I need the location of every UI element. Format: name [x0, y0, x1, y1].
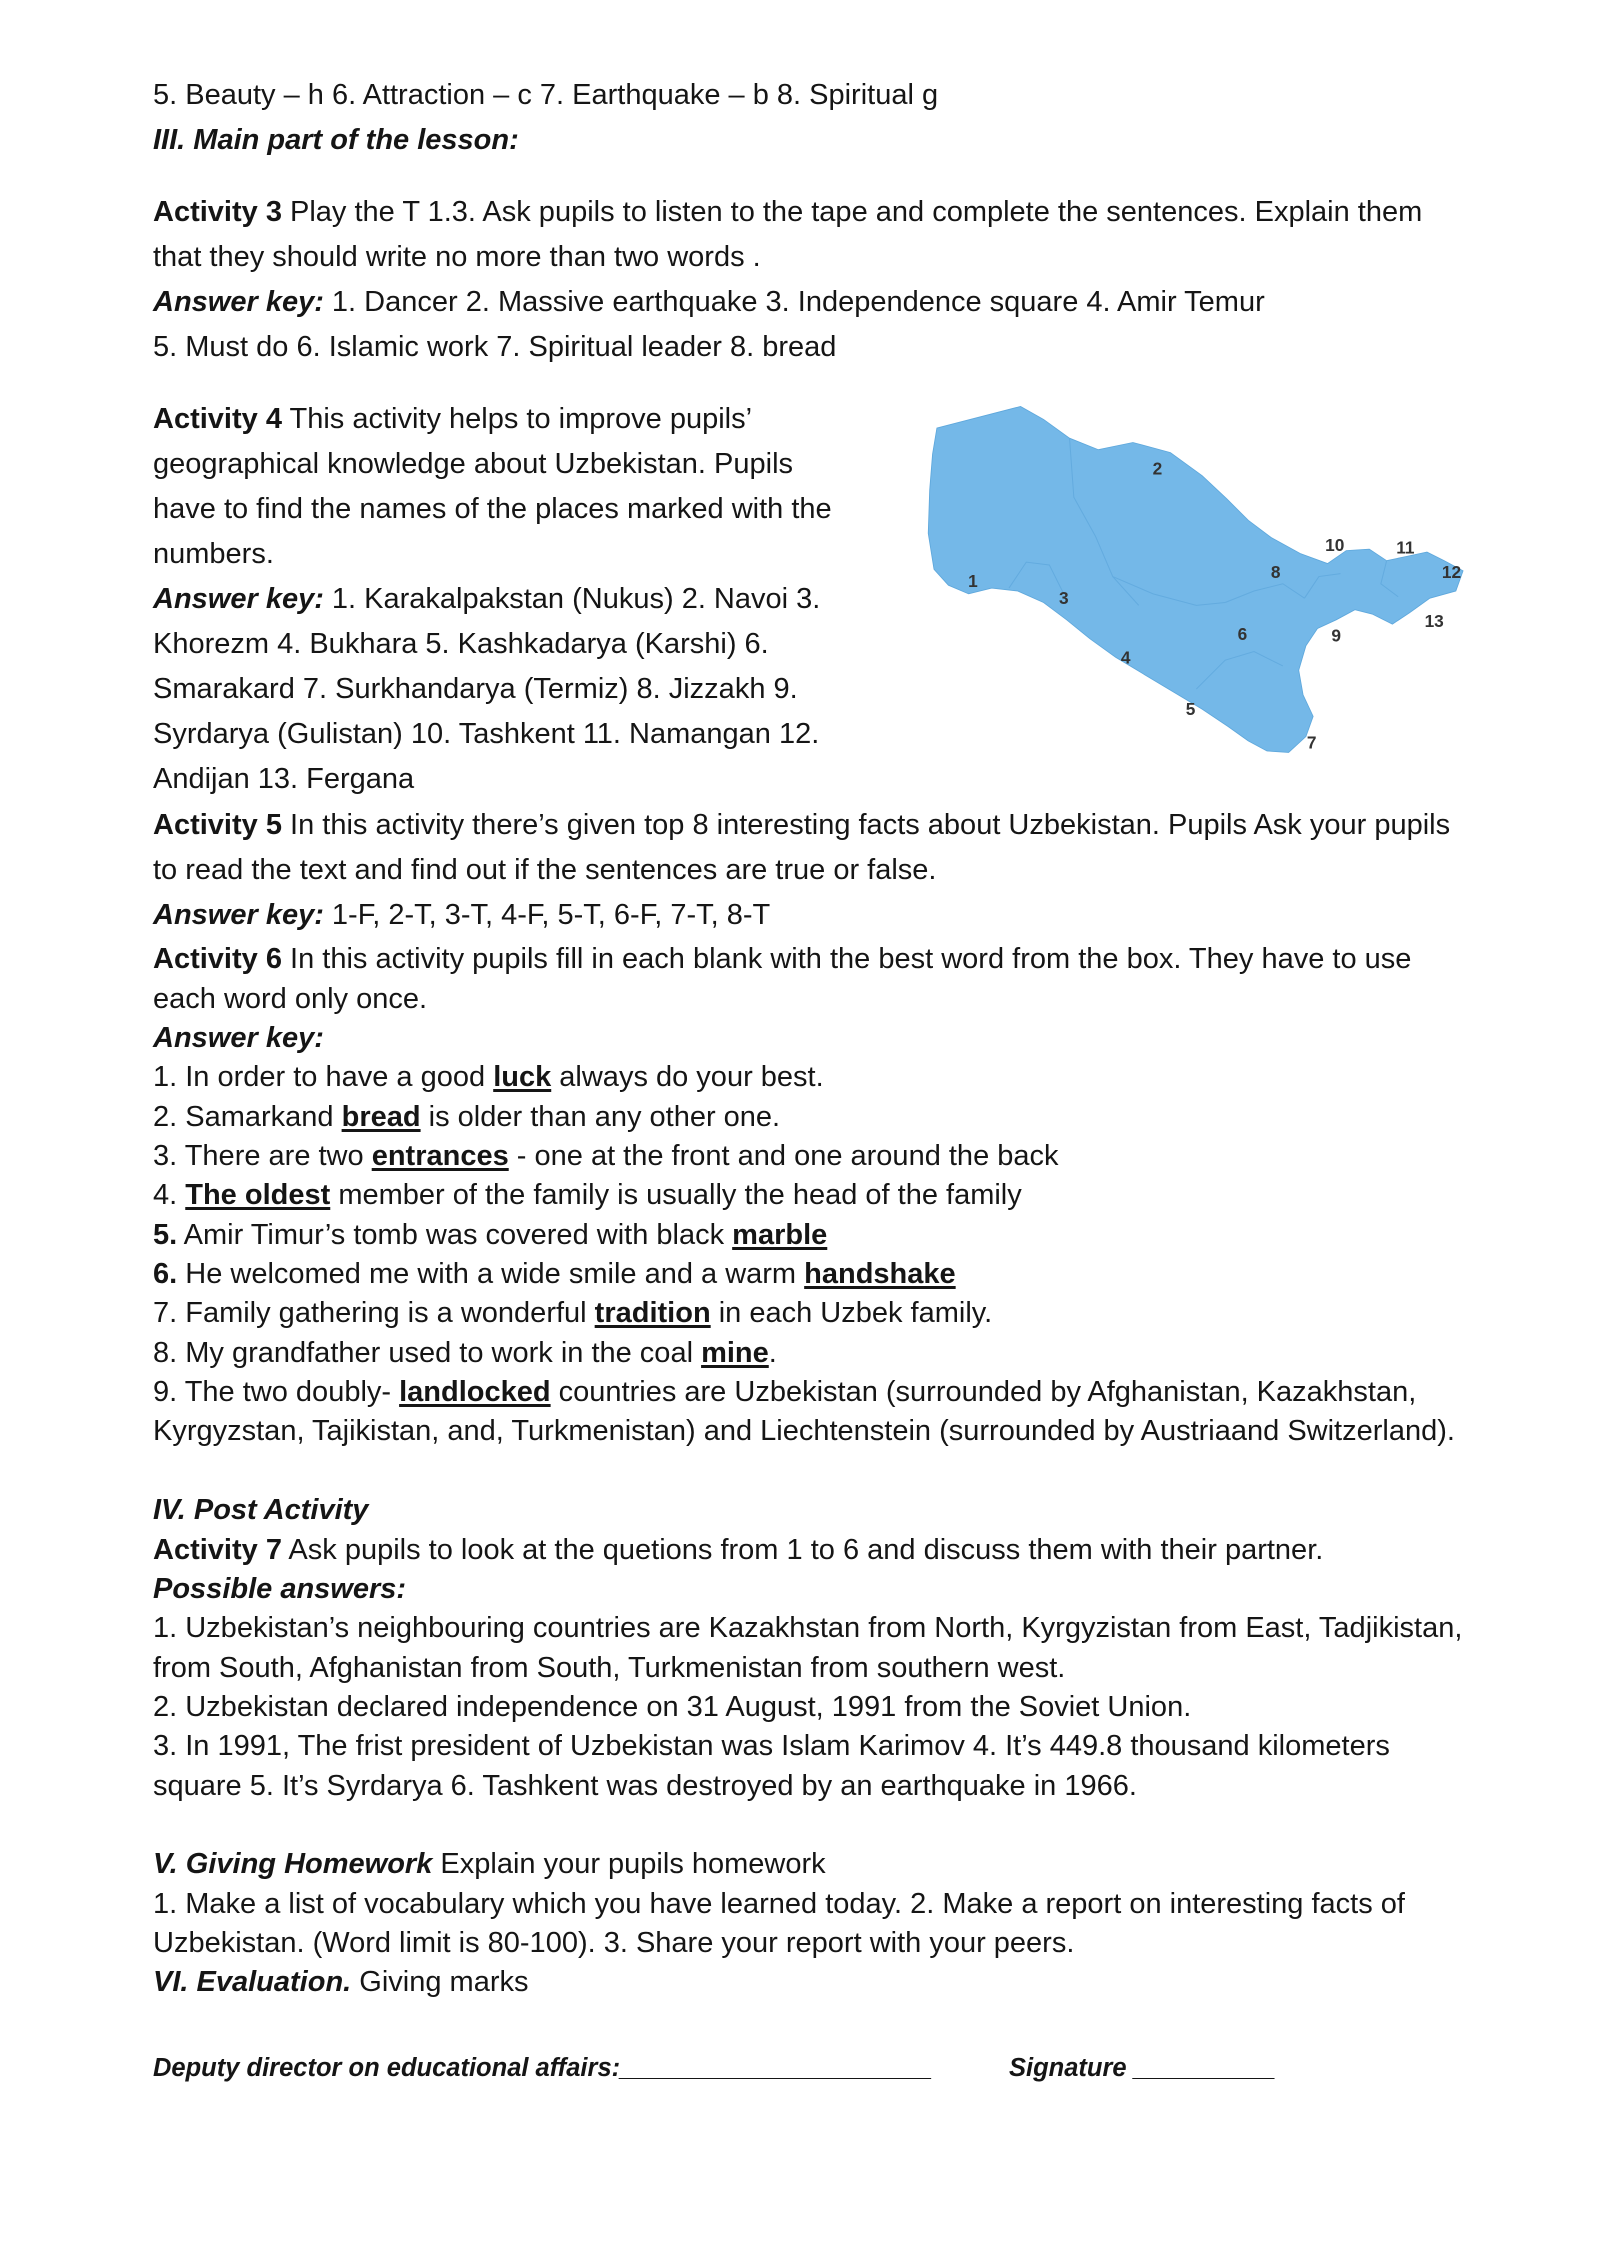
answer-text: Amir Timur’s tomb was covered with black	[183, 1218, 725, 1251]
answer-key-line: Syrdarya (Gulistan) 10. Tashkent 11. Namangan 12.	[153, 717, 820, 750]
answer-word: entrances	[371, 1140, 509, 1173]
signature-blank: __________	[1133, 2054, 1276, 2082]
answer-text: .	[768, 1336, 777, 1369]
homework-heading-line	[153, 1845, 1405, 1884]
map-label-12: 12	[1441, 562, 1462, 583]
map-label-3: 3	[1058, 588, 1069, 609]
map-label-1: 1	[968, 570, 978, 591]
instruction-line	[153, 940, 1455, 979]
answer-line: square 5. It’s Syrdarya 6. Tashkent was destroyed by an earthquake in 1966.	[153, 1769, 1137, 1802]
activity-6-section	[153, 940, 1455, 1451]
map-label-2: 2	[1152, 458, 1163, 479]
deputy-director-blank: ______________________	[620, 2054, 933, 2082]
answer-key-line: Khorezm 4. Bukhara 5. Kashkadarya (Karshi) 6.	[153, 627, 769, 660]
answer-item	[153, 1255, 1455, 1294]
answer-item	[153, 1294, 1455, 1333]
homework-task-line: Uzbekistan. (Word limit is 80-100). 3. Share your report with your peers.	[153, 1926, 1075, 1959]
instruction-line	[153, 397, 832, 442]
answer-item	[153, 1176, 1455, 1215]
answer-item	[153, 1098, 1455, 1137]
activity-4-section	[153, 397, 832, 802]
answer-text: 1. Karakalpakstan (Nukus) 2. Navoi 3.	[331, 582, 821, 615]
answer-text: is older than any other one.	[428, 1100, 781, 1133]
answer-text: always do your best.	[559, 1061, 824, 1094]
answer-text: countries are Uzbekistan (surrounded by Afghanistan, Kazakhstan,	[558, 1376, 1417, 1409]
answer-text: 2. Samarkand	[153, 1100, 334, 1133]
map-label-7: 7	[1306, 732, 1317, 753]
activity-6-label: Activity 6	[153, 943, 282, 976]
answer-item	[153, 1373, 1455, 1412]
answer-key-label: Answer key:	[153, 1021, 324, 1054]
activity-3-section	[153, 190, 1422, 370]
map-label-13: 13	[1424, 611, 1444, 632]
homework-intro: Explain your pupils homework	[440, 1848, 826, 1881]
answer-key-line	[153, 577, 832, 622]
answer-key-line: Andijan 13. Fergana	[153, 762, 415, 795]
answer-word: mine	[701, 1336, 769, 1369]
answer-word: The oldest	[185, 1179, 331, 1212]
answer-text: 8. My grandfather used to work in the coal	[153, 1336, 694, 1369]
answer-text: 9. The two doubly-	[153, 1376, 392, 1409]
instruction-line	[153, 190, 1422, 235]
answer-item	[153, 1216, 1455, 1255]
instruction-line: to read the text and find out if the sentences are true or false.	[153, 853, 937, 886]
answer-key-line: 5. Must do 6. Islamic work 7. Spiritual leader 8. bread	[153, 330, 837, 363]
answer-key-label: Answer key:	[153, 898, 324, 931]
evaluation-line	[153, 1963, 1405, 2002]
answer-text: 1. Dancer 2. Massive earthquake 3. Independence square 4. Amir Temur	[331, 285, 1265, 318]
instruction-text: This activity helps to improve pupils’	[289, 402, 753, 435]
answer-text: 1-F, 2-T, 3-T, 4-F, 5-T, 6-F, 7-T, 8-T	[331, 898, 771, 931]
answer-key-line: Smarakard 7. Surkhandarya (Termiz) 8. Jizzakh 9.	[153, 672, 798, 705]
answer-line: 2. Uzbekistan declared independence on 31 August, 1991 from the Soviet Union.	[153, 1691, 1192, 1724]
post-activity-heading: IV. Post Activity	[153, 1494, 369, 1527]
answer-text: 1. In order to have a good	[153, 1061, 486, 1094]
answer-text: 4.	[153, 1179, 178, 1212]
map-label-6: 6	[1237, 624, 1248, 645]
answer-line: 3. In 1991, The frist president of Uzbekistan was Islam Karimov 4. It’s 449.8 thousand kilometers	[153, 1730, 1390, 1763]
signature-label: Signature	[1009, 2054, 1127, 2082]
evaluation-text: Giving marks	[359, 1966, 529, 1999]
answer-word: luck	[493, 1061, 552, 1094]
instruction-line: numbers.	[153, 537, 274, 570]
answer-text: - one at the front and one around the back	[516, 1140, 1059, 1173]
map-label-10: 10	[1325, 534, 1345, 555]
answer-item	[153, 1058, 1455, 1097]
instruction-line: that they should write no more than two words .	[153, 240, 761, 273]
answer-line: 1. Uzbekistan’s neighbouring countries are Kazakhstan from North, Kyrgyzistan from East, Tadjikistan,	[153, 1612, 1463, 1645]
activity-3-label: Activity 3	[153, 195, 282, 228]
answer-number: 5.	[153, 1218, 178, 1251]
answer-key-line	[153, 280, 1422, 325]
answer-key-line	[153, 893, 1450, 938]
answer-text: 7. Family gathering is a wonderful	[153, 1297, 587, 1330]
instruction-text: In this activity pupils fill in each blank with the best word from the box. They have to use	[290, 943, 1412, 976]
instruction-line: have to find the names of the places marked with the	[153, 492, 832, 525]
answer-text: He welcomed me with a wide smile and a warm	[185, 1258, 797, 1291]
activity-5-label: Activity 5	[153, 808, 282, 841]
answer-line: from South, Afghanistan from South, Turkmenistan from southern west.	[153, 1651, 1066, 1684]
activity-5-section	[153, 803, 1450, 938]
answer-word: bread	[341, 1100, 421, 1133]
uzbekistan-map	[900, 390, 1480, 770]
homework-task-line: 1. Make a list of vocabulary which you have learned today. 2. Make a report on interesting facts of	[153, 1887, 1405, 1920]
answer-text: 3. There are two	[153, 1140, 364, 1173]
deputy-director-label: Deputy director on educational affairs:	[153, 2054, 621, 2082]
map-label-5: 5	[1185, 699, 1196, 720]
map-label-4: 4	[1120, 647, 1131, 668]
answer-number: 6.	[153, 1258, 178, 1291]
homework-section	[153, 1845, 1405, 2002]
activity-7-label: Activity 7	[153, 1533, 282, 1566]
answer-word: tradition	[594, 1297, 711, 1330]
instruction-line	[153, 1531, 1462, 1570]
answer-word: handshake	[804, 1258, 956, 1291]
answer-key-label: Answer key:	[153, 582, 324, 615]
instruction-line	[153, 803, 1450, 848]
map-label-9: 9	[1331, 625, 1341, 646]
answer-item	[153, 1334, 1455, 1373]
instruction-line: geographical knowledge about Uzbekistan. Pupils	[153, 447, 794, 480]
activity-4-label: Activity 4	[153, 402, 282, 435]
answer-word: marble	[732, 1218, 828, 1251]
signature-line	[1009, 2050, 1276, 2086]
map-label-8: 8	[1270, 562, 1281, 583]
instruction-text: Play the T 1.3. Ask pupils to listen to the tape and complete the sentences. Explain them	[290, 195, 1423, 228]
answer-text: member of the family is usually the head of the family	[338, 1179, 1022, 1212]
deputy-director-signature-line	[153, 2050, 932, 2086]
possible-answers-label: Possible answers:	[153, 1572, 407, 1605]
lesson-intro-section	[153, 73, 938, 163]
post-activity-section	[153, 1491, 1462, 1806]
homework-heading: V. Giving Homework	[153, 1848, 433, 1881]
instruction-text: In this activity there’s given top 8 interesting facts about Uzbekistan. Pupils Ask your pupils	[290, 808, 1451, 841]
main-part-heading: III. Main part of the lesson:	[153, 123, 519, 156]
answer-text: in each Uzbek family.	[718, 1297, 993, 1330]
instruction-line: each word only once.	[153, 982, 428, 1015]
answer-item-continuation: Kyrgyzstan, Tajikistan, and, Turkmenistan) and Liechtenstein (surrounded by Austriaand Switzerland).	[153, 1415, 1455, 1448]
answer-word: landlocked	[399, 1376, 551, 1409]
evaluation-heading: VI. Evaluation.	[153, 1966, 352, 1999]
matching-answers-line: 5. Beauty – h 6. Attraction – c 7. Earthquake – b 8. Spiritual g	[153, 78, 939, 111]
instruction-text: Ask pupils to look at the quetions from 1 to 6 and discuss them with their partner.	[288, 1533, 1324, 1566]
uzbekistan-outline	[928, 406, 1463, 752]
answer-key-label: Answer key:	[153, 285, 324, 318]
answer-item	[153, 1137, 1455, 1176]
map-label-11: 11	[1396, 537, 1415, 558]
